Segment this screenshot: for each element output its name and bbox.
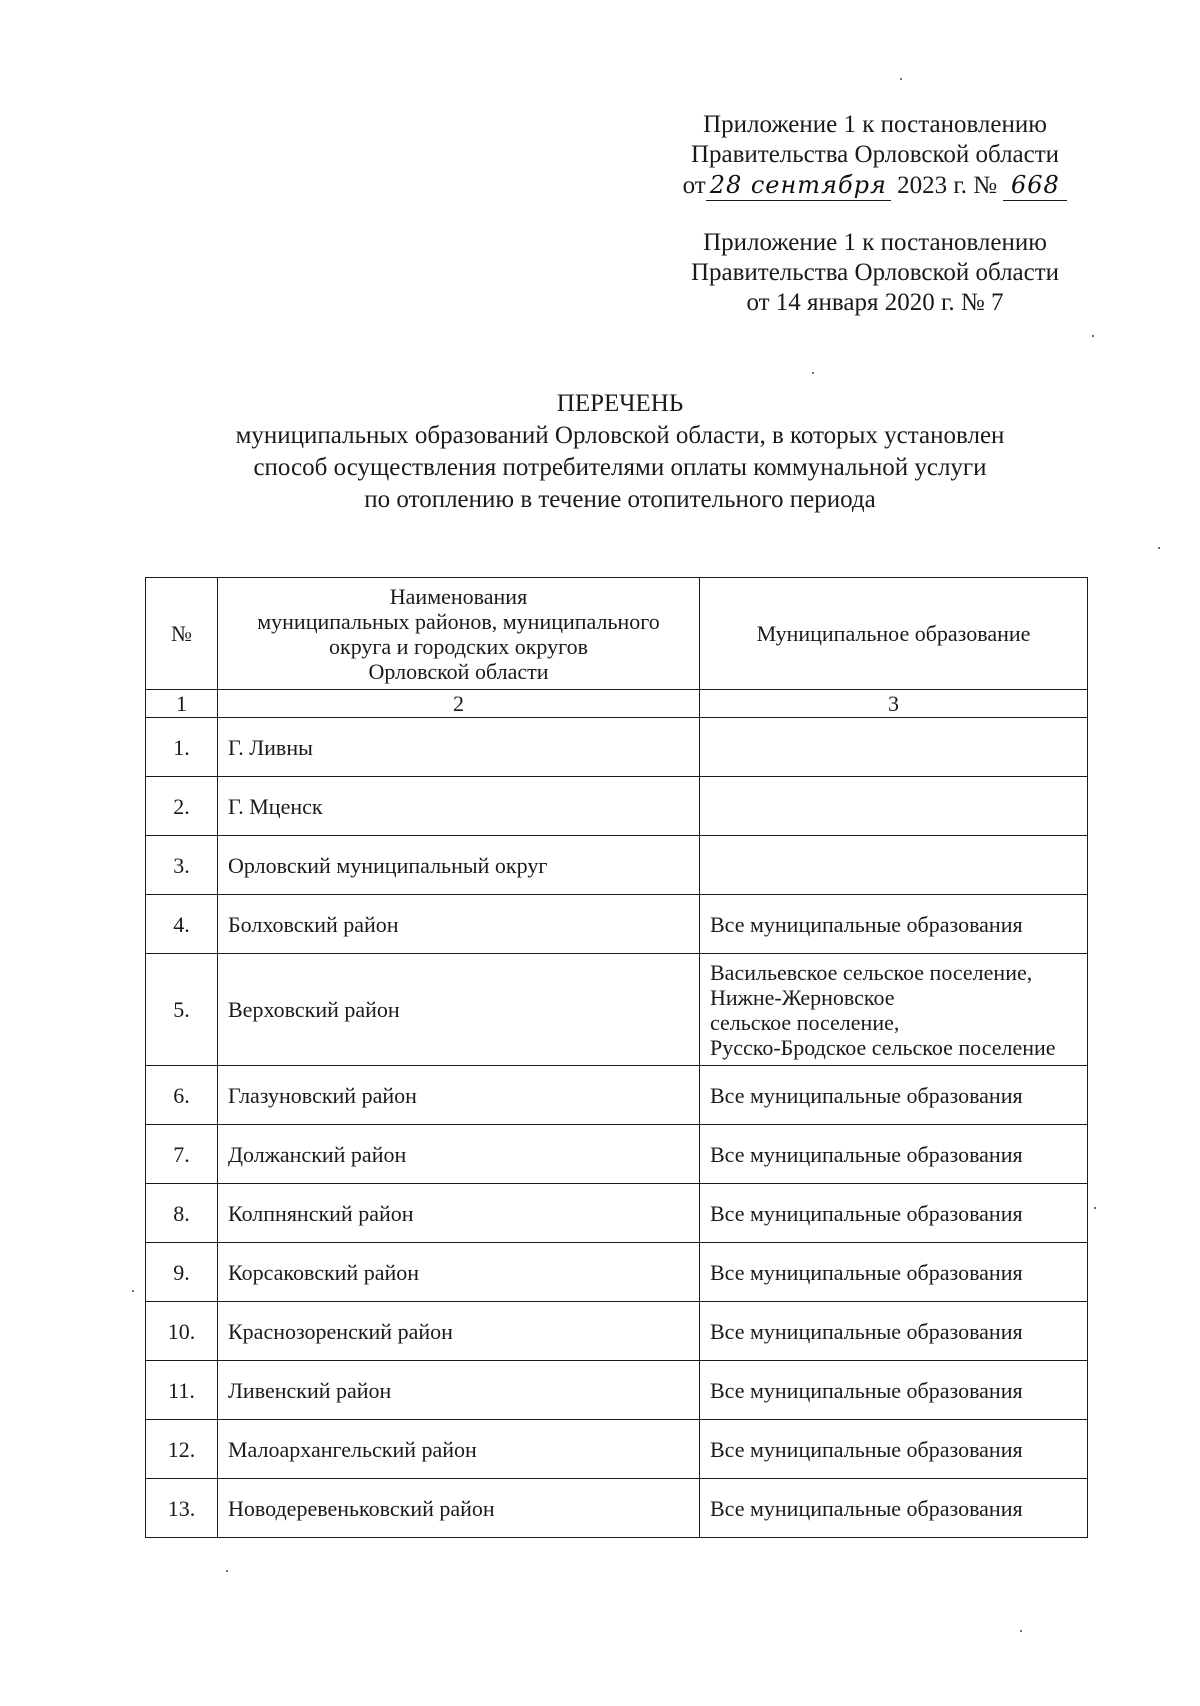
document-subtitle-line: по отоплению в течение отопительного периода xyxy=(364,486,876,513)
scan-speck xyxy=(1092,335,1094,337)
municipality-line: сельское поселение, xyxy=(710,1009,900,1035)
row-number: 11. xyxy=(146,1361,218,1420)
handwritten-date: 28 сентября xyxy=(706,170,891,201)
header-name-line: Орловской области xyxy=(368,658,549,684)
municipality-line: Русско-Бродское сельское поселение xyxy=(710,1034,1056,1060)
row-number: 3. xyxy=(146,836,218,895)
scan-speck xyxy=(1094,1207,1096,1209)
row-municipality: Все муниципальные образования xyxy=(700,1066,1088,1125)
scan-speck xyxy=(226,1570,228,1572)
row-number: 2. xyxy=(146,777,218,836)
row-municipality: Все муниципальные образования xyxy=(700,1361,1088,1420)
appendix-line: от 14 января 2020 г. № 7 xyxy=(746,289,1004,316)
row-municipality: Все муниципальные образования xyxy=(700,1302,1088,1361)
table-row xyxy=(146,718,1088,777)
row-number: 8. xyxy=(146,1184,218,1243)
row-number: 5. xyxy=(146,954,218,1066)
document-heading xyxy=(150,388,1090,516)
appendix-line: Правительства Орловской области xyxy=(690,259,1060,286)
row-municipality xyxy=(700,954,1088,1066)
row-number: 6. xyxy=(146,1066,218,1125)
appendix-year: 2023 г. № xyxy=(897,172,998,199)
row-number: 1. xyxy=(146,718,218,777)
column-index: 3 xyxy=(700,690,1088,718)
document-title: ПЕРЕЧЕНЬ xyxy=(556,390,684,417)
document-subtitle-line: муниципальных образований Орловской области, в которых установлен xyxy=(235,422,1005,449)
row-municipality: Все муниципальные образования xyxy=(700,895,1088,954)
table-row xyxy=(146,895,1088,954)
header-name-line: округа и городских округов xyxy=(329,633,588,659)
row-name: Новодеревеньковский район xyxy=(218,1479,700,1538)
table-header-row xyxy=(146,578,1088,690)
appendix-line: Приложение 1 к постановлению xyxy=(703,229,1047,256)
table-row xyxy=(146,1302,1088,1361)
appendix-header-current xyxy=(665,110,1085,201)
row-name: Краснозоренский район xyxy=(218,1302,700,1361)
scan-speck xyxy=(132,1290,134,1292)
row-number: 9. xyxy=(146,1243,218,1302)
row-municipality: Все муниципальные образования xyxy=(700,1420,1088,1479)
row-municipality xyxy=(700,777,1088,836)
row-name: Верховский район xyxy=(218,954,700,1066)
column-index: 1 xyxy=(146,690,218,718)
row-number: 4. xyxy=(146,895,218,954)
row-municipality: Все муниципальные образования xyxy=(700,1184,1088,1243)
scan-speck xyxy=(1158,547,1160,549)
row-municipality xyxy=(700,718,1088,777)
header-name xyxy=(218,578,700,690)
table-row xyxy=(146,836,1088,895)
appendix-header-original xyxy=(665,228,1085,318)
row-number: 12. xyxy=(146,1420,218,1479)
row-name: Глазуновский район xyxy=(218,1066,700,1125)
table-row xyxy=(146,954,1088,1066)
table-row xyxy=(146,1420,1088,1479)
row-name: Должанский район xyxy=(218,1125,700,1184)
table-row xyxy=(146,1184,1088,1243)
header-name-line: Наименования xyxy=(389,583,528,609)
row-number: 7. xyxy=(146,1125,218,1184)
row-municipality: Все муниципальные образования xyxy=(700,1243,1088,1302)
municipality-line: Нижне-Жерновское xyxy=(710,984,895,1010)
table-row xyxy=(146,1066,1088,1125)
table-row xyxy=(146,1479,1088,1538)
table-row xyxy=(146,1125,1088,1184)
row-name: Малоархангельский район xyxy=(218,1420,700,1479)
table-row xyxy=(146,777,1088,836)
scan-speck xyxy=(812,372,814,374)
row-number: 10. xyxy=(146,1302,218,1361)
scan-speck xyxy=(900,78,902,80)
column-index: 2 xyxy=(218,690,700,718)
header-name-line: муниципальных районов, муниципального xyxy=(257,608,660,634)
row-name: Г. Мценск xyxy=(218,777,700,836)
column-index-row xyxy=(146,690,1088,718)
document-subtitle-line: способ осуществления потребителями оплаты коммунальной услуги xyxy=(253,454,987,481)
handwritten-number: 668 xyxy=(1003,170,1067,201)
row-municipality: Все муниципальные образования xyxy=(700,1125,1088,1184)
row-municipality xyxy=(700,836,1088,895)
appendix-line: Правительства Орловской области xyxy=(690,141,1060,168)
row-name: Ливенский район xyxy=(218,1361,700,1420)
municipality-line: Васильевское сельское поселение, xyxy=(710,959,1033,985)
scan-speck xyxy=(1020,1630,1022,1632)
appendix-prefix: от xyxy=(682,172,706,199)
header-num: № xyxy=(146,578,218,690)
row-name: Г. Ливны xyxy=(218,718,700,777)
row-name: Орловский муниципальный округ xyxy=(218,836,700,895)
appendix-date-line xyxy=(665,170,1085,201)
appendix-line: Приложение 1 к постановлению xyxy=(703,111,1047,138)
municipalities-table xyxy=(145,577,1088,1538)
row-number: 13. xyxy=(146,1479,218,1538)
row-name: Корсаковский район xyxy=(218,1243,700,1302)
table-row xyxy=(146,1361,1088,1420)
row-name: Колпнянский район xyxy=(218,1184,700,1243)
row-municipality: Все муниципальные образования xyxy=(700,1479,1088,1538)
row-name: Болховский район xyxy=(218,895,700,954)
header-municipality: Муниципальное образование xyxy=(700,578,1088,690)
table-row xyxy=(146,1243,1088,1302)
